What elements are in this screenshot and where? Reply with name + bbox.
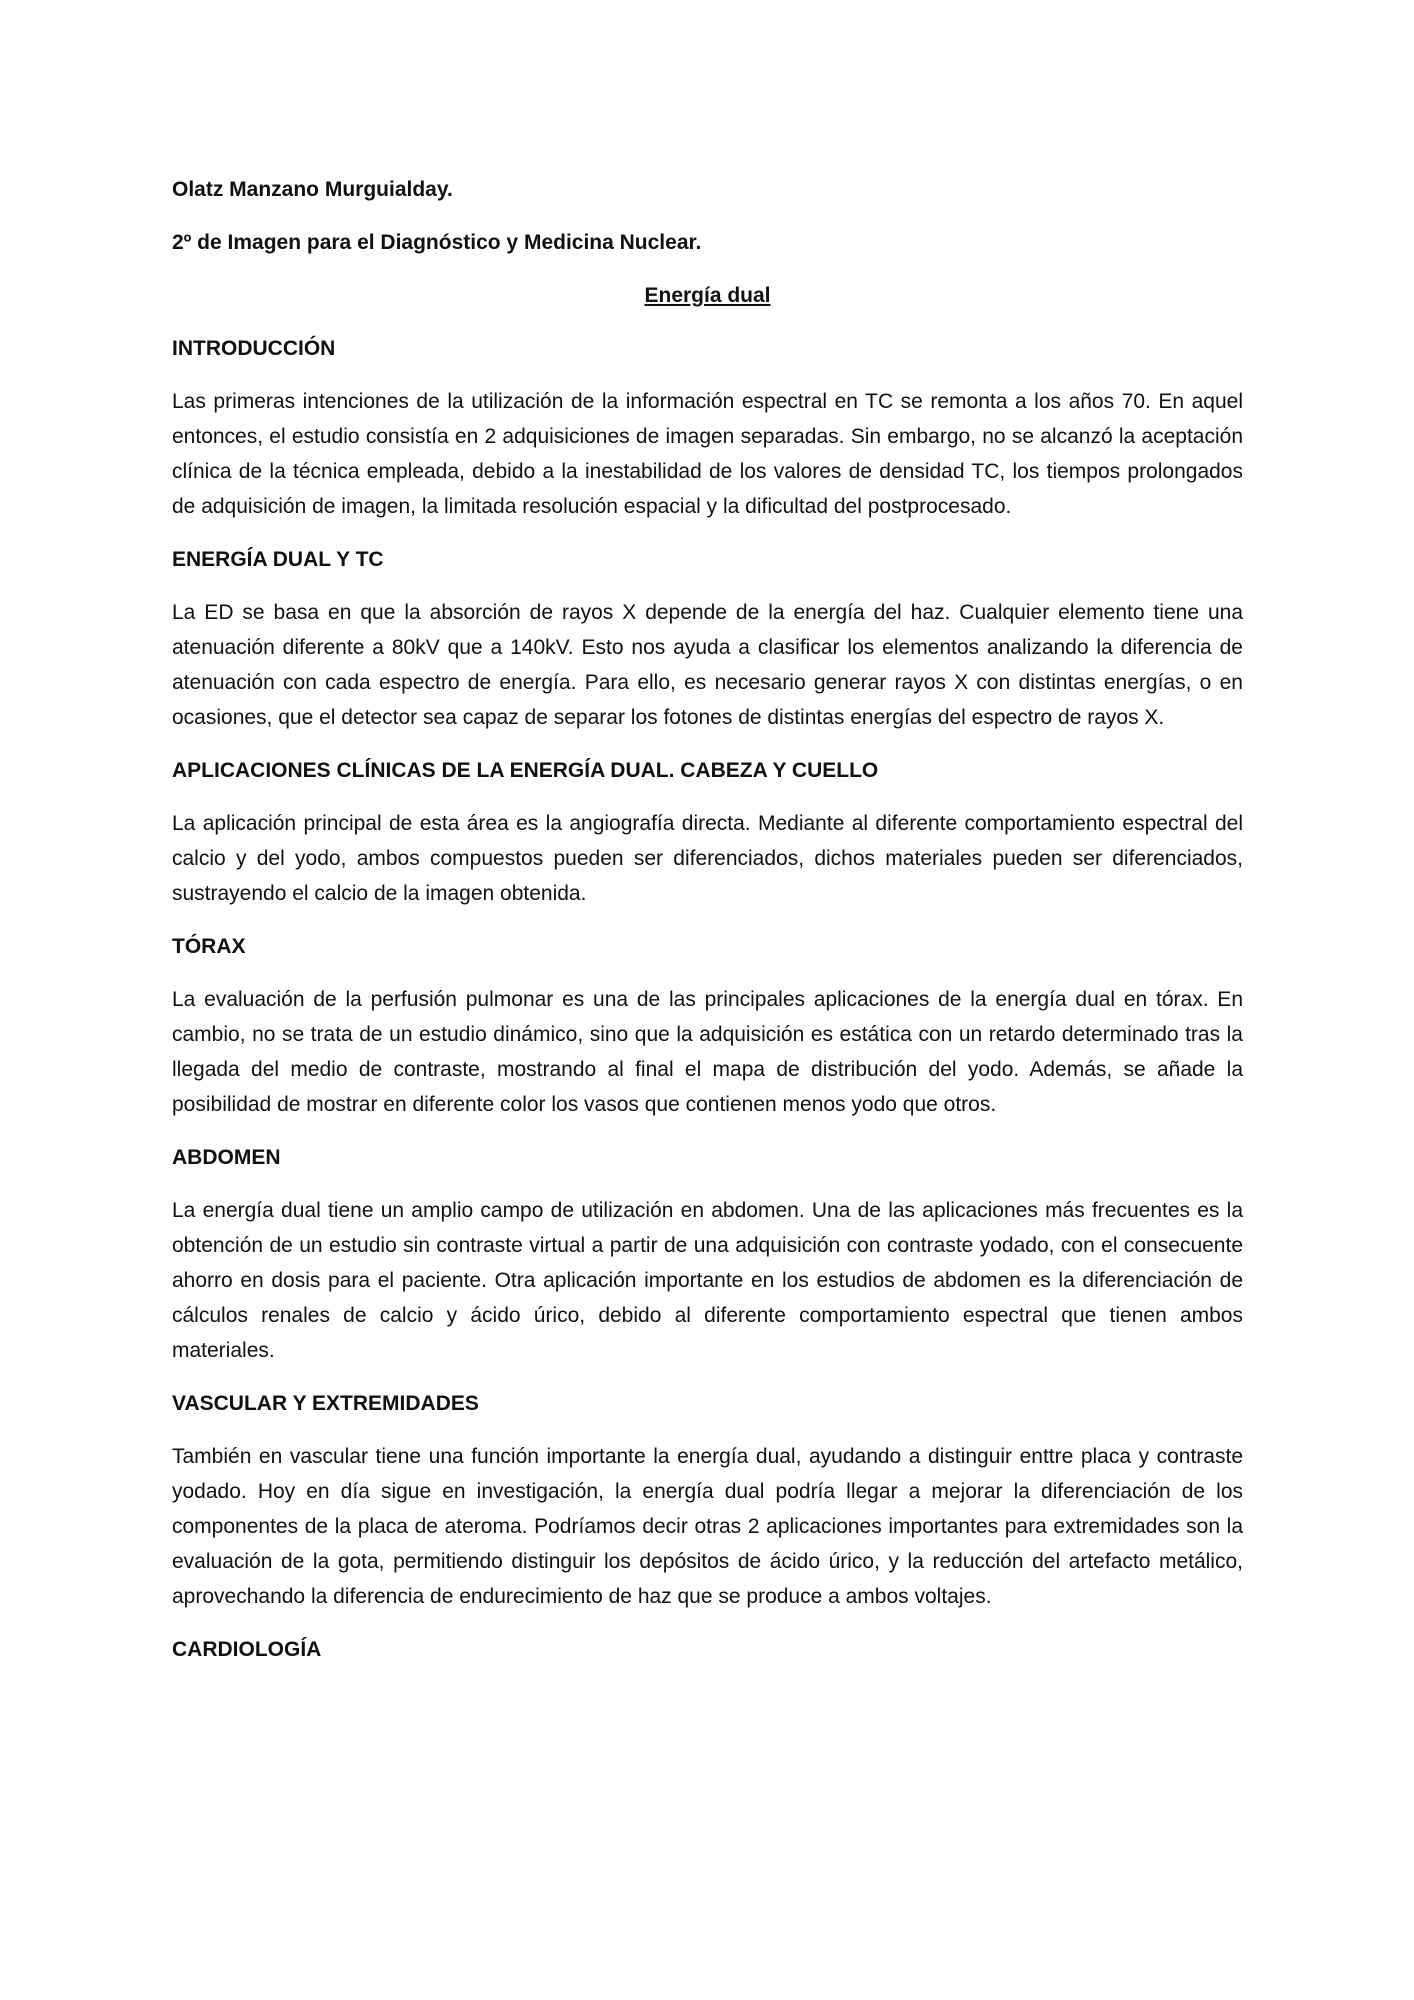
course-line: 2º de Imagen para el Diagnóstico y Medicina Nuclear. [172,231,702,254]
section-text-torax: La evaluación de la perfusión pulmonar es una de las principales aplicaciones de la energía dual en tórax. En cambio, no se trata de un estudio dinámico, sino que la adquisición es estática con un retardo determinado tras la llegada del medio de contraste, mostrando al final el mapa de distribución del yodo. Además, se añade la posibilidad de mostrar en diferente color los vasos que contienen menos yodo que otros. [172,988,1243,1116]
section-heading-energia-dual-tc: ENERGÍA DUAL Y TC [172,548,384,571]
section-text-introduccion: Las primeras intenciones de la utilización de la información espectral en TC se remonta a los años 70. En aquel entonces, el estudio consistía en 2 adquisiciones de imagen separadas. Sin embargo, no se alcanzó la aceptación clínica de la técnica empleada, debido a la inestabilidad de los valores de densidad TC, los tiempos prolongados de adquisición de imagen, la limitada resolución espacial y la dificultad del postprocesado. [172,390,1243,518]
section-heading-abdomen: ABDOMEN [172,1146,281,1169]
section-text-cabeza-cuello: La aplicación principal de esta área es la angiografía directa. Mediante al diferente comportamiento espectral del calcio y del yodo, ambos compuestos pueden ser diferenciados, dichos materiales pueden ser diferenciados, sustrayendo el calcio de la imagen obtenida. [172,812,1243,905]
section-heading-introduccion: INTRODUCCIÓN [172,337,336,360]
section-heading-cardiologia: CARDIOLOGÍA [172,1638,322,1661]
section-heading-cabeza-cuello: APLICACIONES CLÍNICAS DE LA ENERGÍA DUAL. CABEZA Y CUELLO [172,759,879,782]
section-heading-torax: TÓRAX [172,935,246,958]
section-heading-vascular: VASCULAR Y EXTREMIDADES [172,1392,479,1415]
section-text-vascular: También en vascular tiene una función importante la energía dual, ayudando a distinguir enttre placa y contraste yodado. Hoy en día sigue en investigación, la energía dual podría llegar a mejorar la diferenciación de los componentes de la placa de ateroma. Podríamos decir otras 2 aplicaciones importantes para extremidades son la evaluación de la gota, permitiendo distinguir los depósitos de ácido úrico, y la reducción del artefacto metálico, aprovechando la diferencia de endurecimiento de haz que se produce a ambos voltajes. [172,1445,1243,1608]
document-title: Energía dual [644,284,771,307]
section-text-energia-dual-tc: La ED se basa en que la absorción de rayos X depende de la energía del haz. Cualquier elemento tiene una atenuación diferente a 80kV que a 140kV. Esto nos ayuda a clasificar los elementos analizando la diferencia de atenuación con cada espectro de energía. Para ello, es necesario generar rayos X con distintas energías, o en ocasiones, que el detector sea capaz de separar los fotones de distintas energías del espectro de rayos X. [172,601,1243,729]
author-name: Olatz Manzano Murguialday. [172,178,453,201]
document-page [172,172,1243,1685]
section-text-abdomen: La energía dual tiene un amplio campo de utilización en abdomen. Una de las aplicaciones más frecuentes es la obtención de un estudio sin contraste virtual a partir de una adquisición con contraste yodado, con el consecuente ahorro en dosis para el paciente. Otra aplicación importante en los estudios de abdomen es la diferenciación de cálculos renales de calcio y ácido úrico, debido al diferente comportamiento espectral que tienen ambos materiales. [172,1199,1243,1362]
